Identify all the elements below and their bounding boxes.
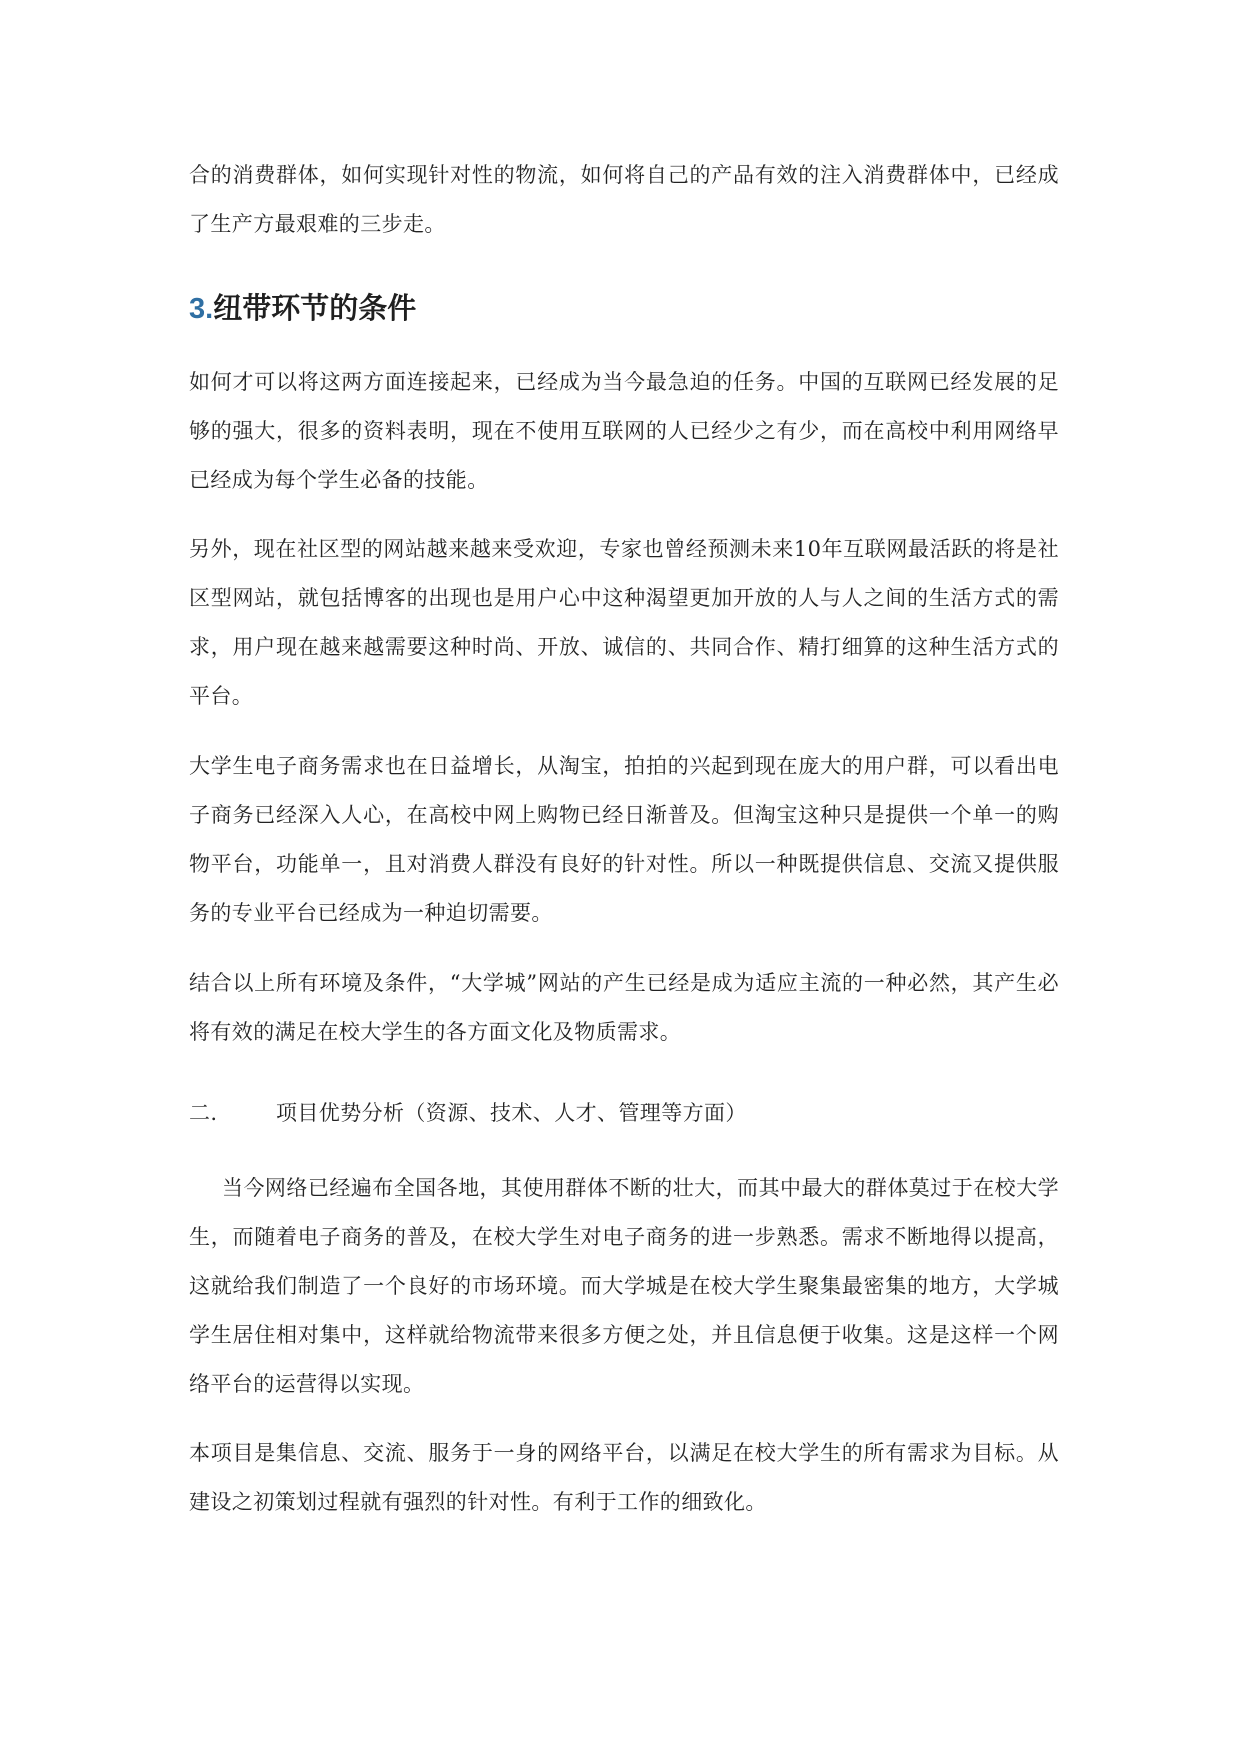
section-heading [189,283,416,333]
section-number: 二. [189,1101,218,1125]
paragraph-network-advantage: 当今网络已经遍布全国各地，其使用群体不断的壮大，而其中最大的群体莫过于在校大学生，而随着电子商务的普及，在校大学生对电子商务的进一步熟悉。需求不断地得以提高，这就给我们制造了一个良好的市场环境。而大学城是在校大学生聚集最密集的地方，大学城学生居住相对集中，这样就给物流带来很多方便之处，并且信息便于收集。这是这样一个网络平台的运营得以实现。 [189,1176,1059,1396]
paragraph-connection: 如何才可以将这两方面连接起来，已经成为当今最急迫的任务。中国的互联网已经发展的足够的强大，很多的资料表明，现在不使用互联网的人已经少之有少，而在高校中利用网络早已经成为每个学生必备的技能。 [189,370,1059,492]
paragraph-conclusion: 结合以上所有环境及条件，“大学城”网站的产生已经是成为适应主流的一种必然，其产生必将有效的满足在校大学生的各方面文化及物质需求。 [189,971,1059,1044]
section-title: 项目优势分析（资源、技术、人才、管理等方面） [276,1101,747,1125]
heading-title: 纽带环节的条件 [213,291,417,325]
section-title-line [189,1093,747,1133]
paragraph-intro-continuation: 合的消费群体，如何实现针对性的物流，如何将自己的产品有效的注入消费群体中，已经成了生产方最艰难的三步走。 [189,163,1059,236]
paragraph-project-summary: 本项目是集信息、交流、服务于一身的网络平台，以满足在校大学生的所有需求为目标。从建设之初策划过程就有强烈的针对性。有利于工作的细致化。 [189,1441,1059,1514]
heading-number: 3. [189,293,214,325]
paragraph-community-sites: 另外，现在社区型的网站越来越来受欢迎，专家也曾经预测未来10年互联网最活跃的将是社区型网站，就包括博客的出现也是用户心中这种渴望更加开放的人与人之间的生活方式的需求，用户现在越来越需要这种时尚、开放、诚信的、共同合作、精打细算的这种生活方式的平台。 [189,537,1059,708]
paragraph-ecommerce-demand: 大学生电子商务需求也在日益增长，从淘宝，拍拍的兴起到现在庞大的用户群，可以看出电子商务已经深入人心，在高校中网上购物已经日渐普及。但淘宝这种只是提供一个单一的购物平台，功能单一，且对消费人群没有良好的针对性。所以一种既提供信息、交流又提供服务的专业平台已经成为一种迫切需要。 [189,754,1059,925]
